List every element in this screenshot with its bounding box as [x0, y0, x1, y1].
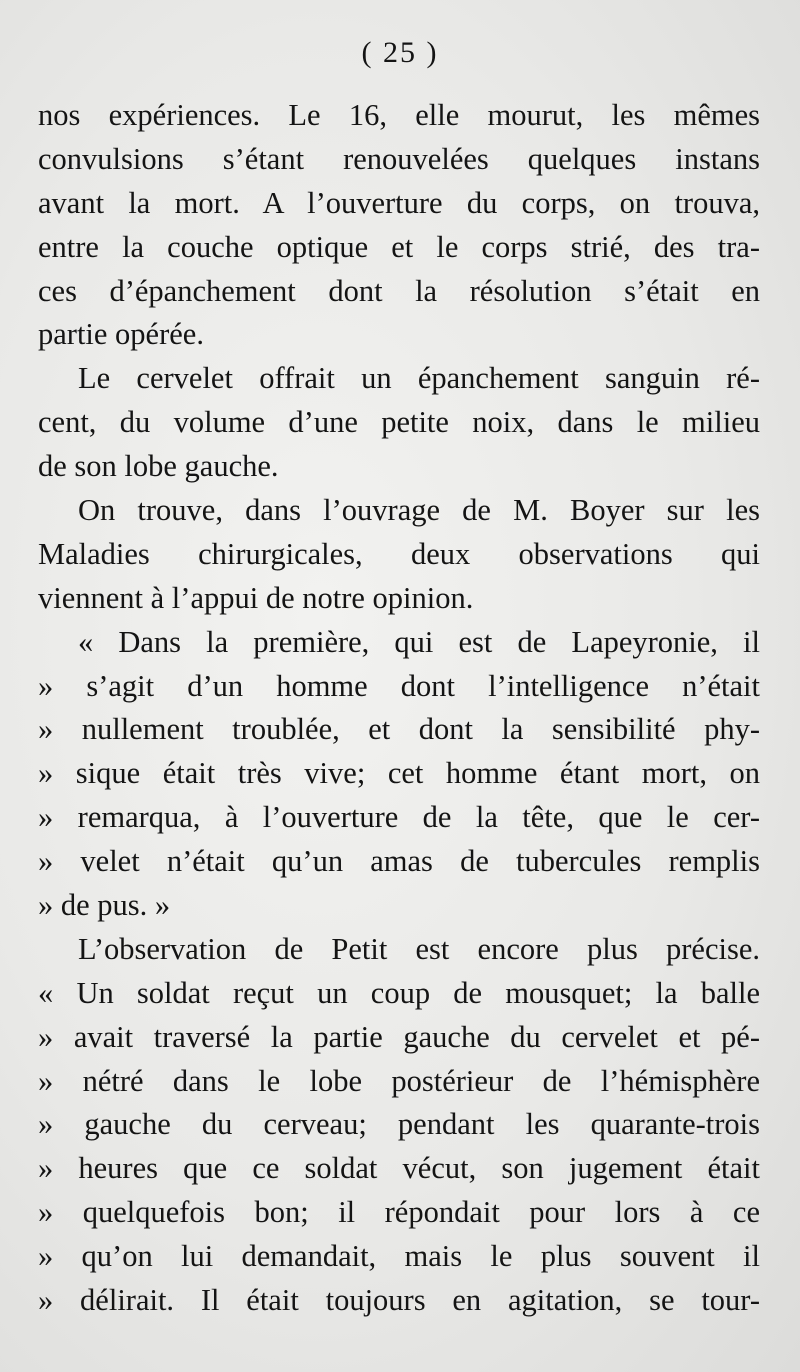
- text-line: de son lobe gauche.: [38, 449, 279, 484]
- text-line: » gauche du cerveau; pendant les quarante-trois: [38, 1107, 760, 1142]
- text-line: « Un soldat reçut un coup de mousquet; la balle: [38, 975, 760, 1010]
- text-line: » remarqua, à l’ouverture de la tête, que le cer-: [38, 800, 760, 835]
- text-line: » de pus. »: [38, 888, 171, 923]
- text-line: » quelquefois bon; il répondait pour lors à ce: [38, 1195, 760, 1230]
- text-line: » sique était très vive; cet homme étant mort, on: [38, 756, 760, 791]
- text-line: « Dans la première, qui est de Lapeyronie, il: [78, 624, 760, 659]
- text-line: » nétré dans le lobe postérieur de l’hémisphère: [38, 1063, 760, 1098]
- text-line: Le cervelet offrait un épanchement sanguin ré-: [78, 361, 760, 396]
- text-line: » nullement troublée, et dont la sensibilité phy-: [38, 712, 760, 747]
- text-line: entre la couche optique et le corps strié, des tra-: [38, 229, 760, 264]
- text-line: » délirait. Il était toujours en agitation, se tour-: [38, 1283, 760, 1318]
- text-line: » avait traversé la partie gauche du cervelet et pé-: [38, 1019, 760, 1054]
- text-line: » heures que ce soldat vécut, son jugement était: [38, 1151, 760, 1186]
- text-line: » s’agit d’un homme dont l’intelligence n’était: [38, 668, 760, 703]
- text-line: » velet n’était qu’un amas de tubercules remplis: [38, 844, 760, 879]
- text-line: On trouve, dans l’ouvrage de M. Boyer sur les: [78, 493, 760, 528]
- text-line: cent, du volume d’une petite noix, dans le milieu: [38, 405, 760, 440]
- text-line: partie opérée.: [38, 317, 204, 352]
- text-line: convulsions s’étant renouvelées quelques instans: [38, 141, 760, 176]
- text-line: viennent à l’appui de notre opinion.: [38, 580, 474, 615]
- text-line: nos expériences. Le 16, elle mourut, les mêmes: [38, 98, 760, 132]
- text-line: L’observation de Petit est encore plus précise.: [78, 931, 760, 966]
- text-line: avant la mort. A l’ouverture du corps, on trouva,: [38, 185, 760, 220]
- text-line: » qu’on lui demandait, mais le plus souvent il: [38, 1239, 760, 1274]
- text-line: ces d’épanchement dont la résolution s’était en: [38, 273, 760, 308]
- page-number: ( 25 ): [361, 36, 439, 69]
- text-line: Maladies chirurgicales, deux observations qui: [38, 536, 760, 571]
- body-text: [38, 94, 760, 1323]
